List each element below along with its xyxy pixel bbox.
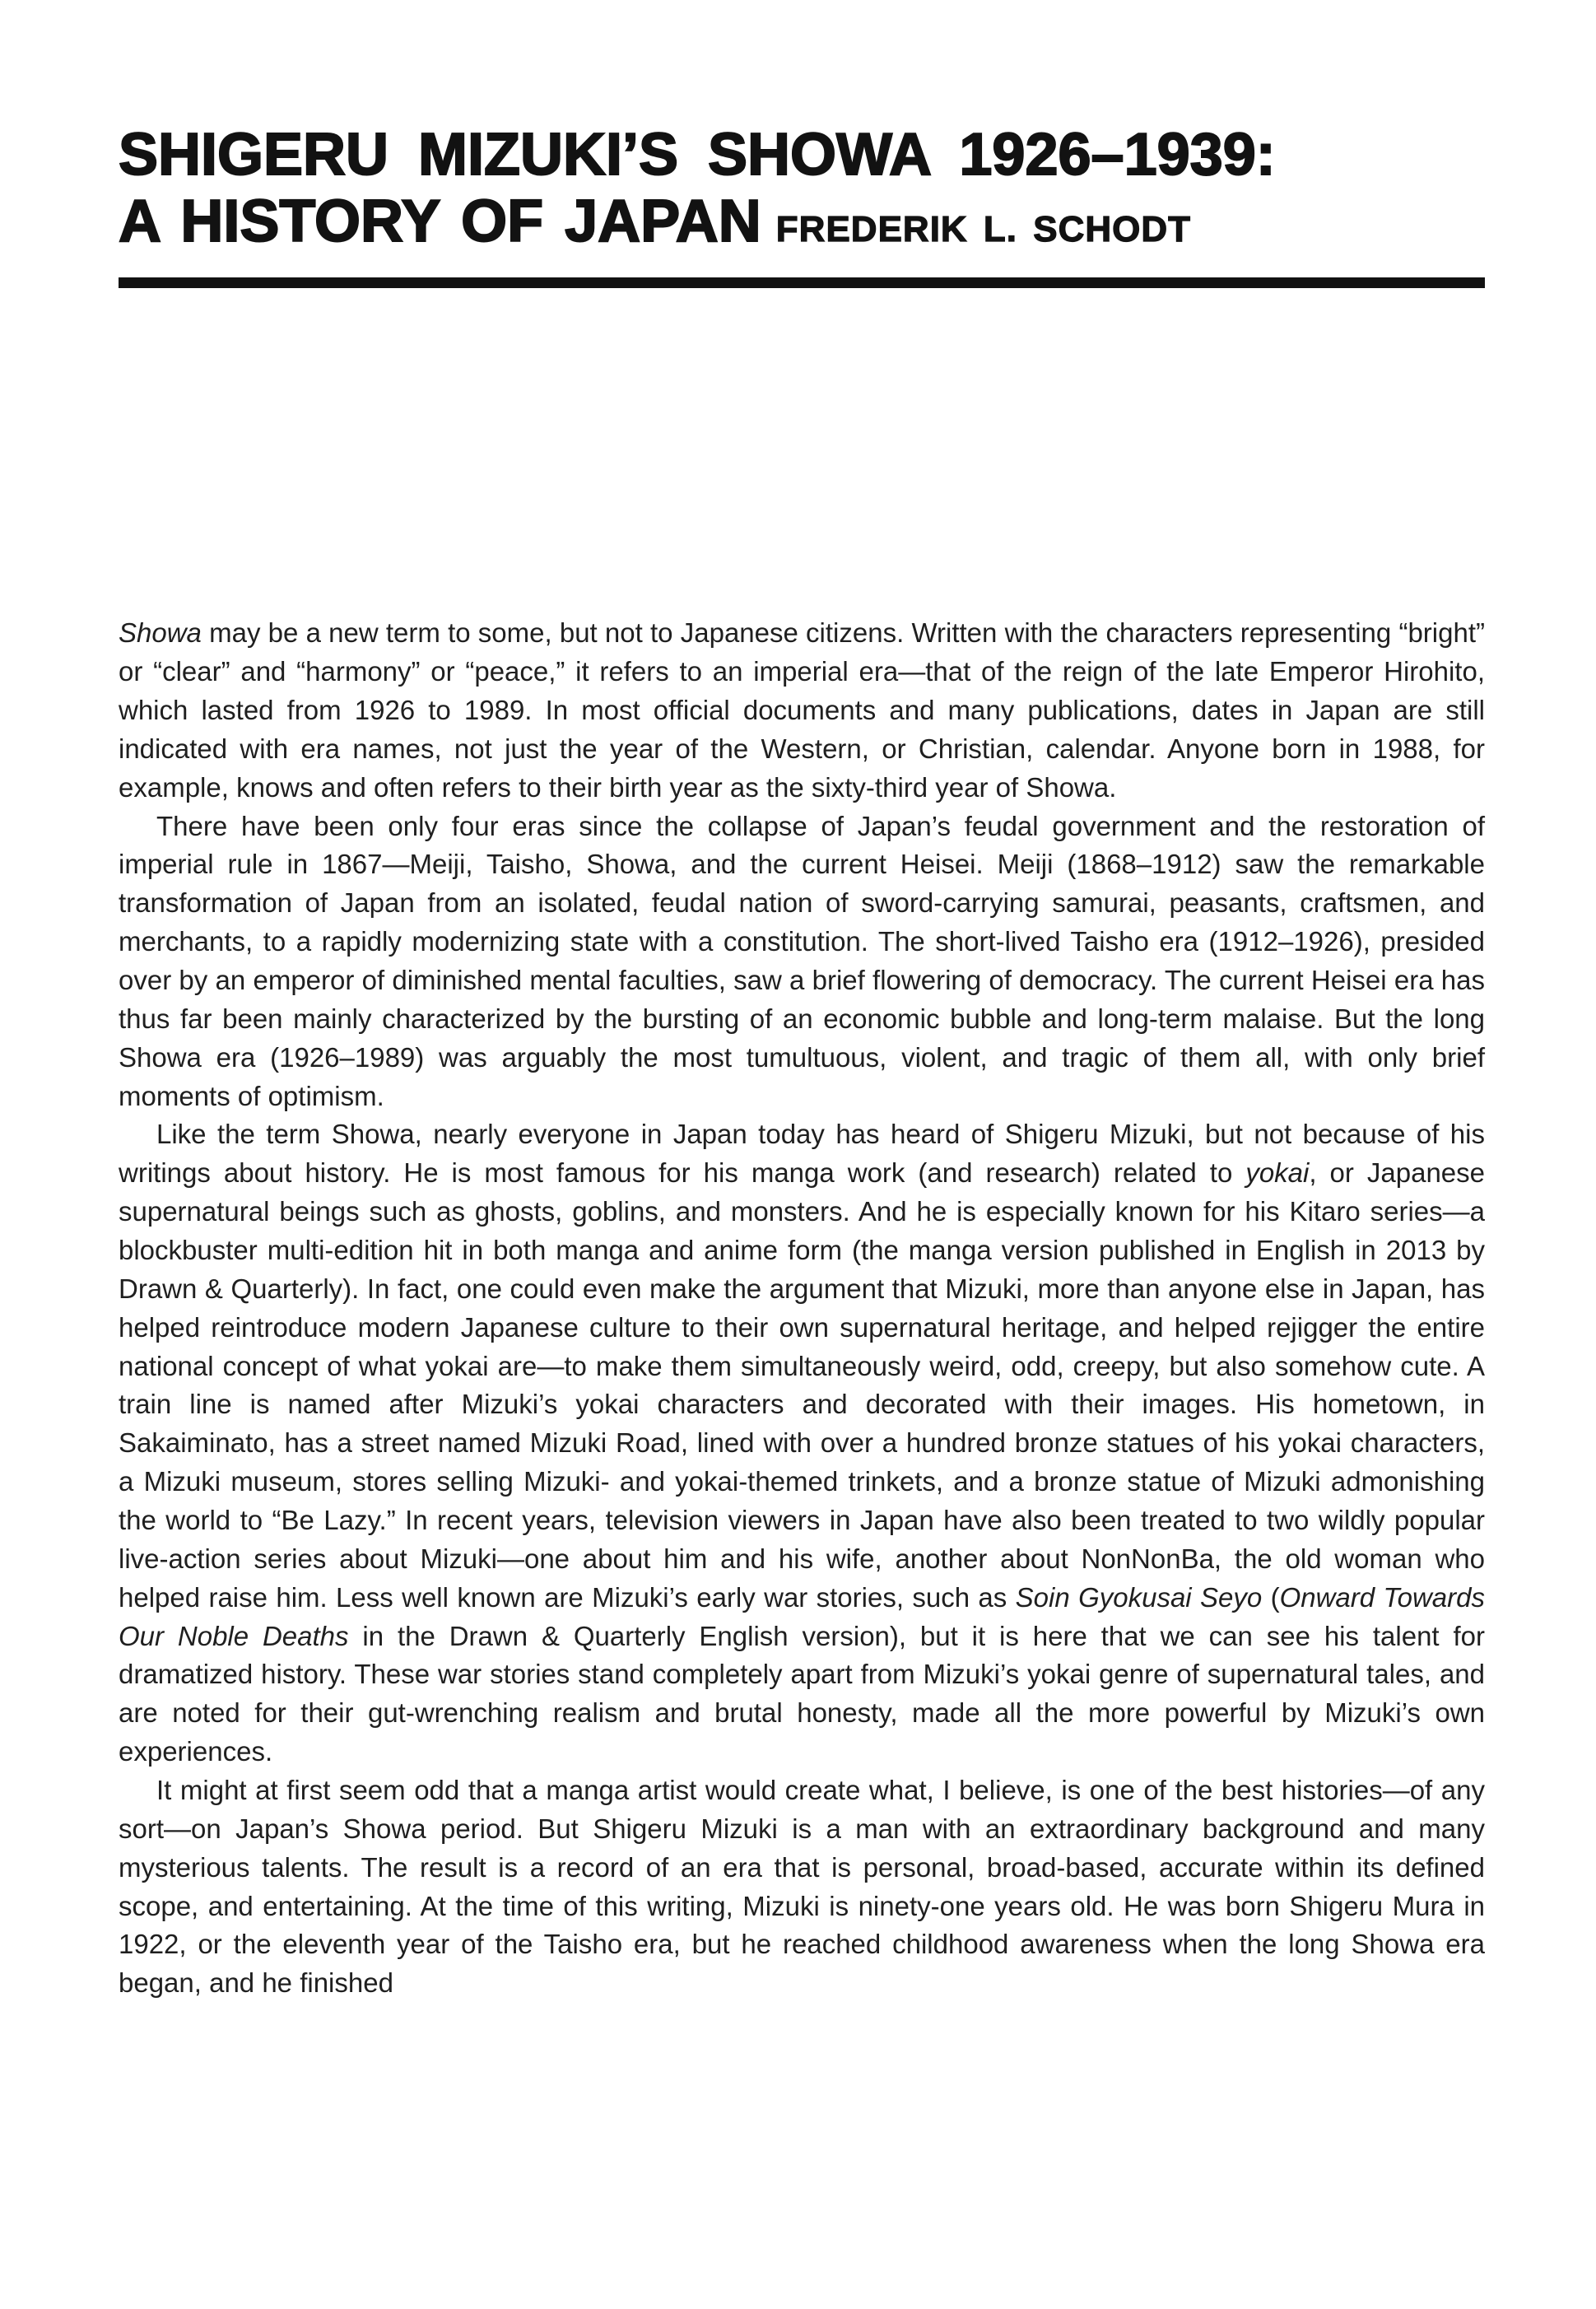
article-body	[119, 614, 1485, 2003]
title-main-text: A HISTORY OF JAPAN	[119, 188, 761, 254]
text-run: Showa	[119, 617, 202, 649]
paragraph-3	[119, 1115, 1485, 1771]
paragraph-2	[119, 808, 1485, 1116]
text-run: There have been only four eras since the collapse of Japan’s feudal government and the restoration of imperial rule in 1867—Meiji, Taisho, Showa, and the current Heisei. Meiji (1868–1912) saw the remarkable transformation of Japan from an isolated, feudal nation of sword-carrying samurai, peasants, craftsmen, and merchants, to a rapidly modernizing state with a constitution. The short-lived Taisho era (1912–1926), presided over by an emperor of diminished mental faculties, saw a brief flowering of democracy. The current Heisei era has thus far been mainly characterized by the bursting of an economic bubble and long-term malaise. But the long Showa era (1926–1989) was arguably the most tumultuous, violent, and tragic of them all, with only brief moments of optimism.	[119, 810, 1485, 1111]
text-run: Onward Towards Our Noble Deaths	[119, 1581, 1485, 1651]
paragraph-4	[119, 1771, 1485, 2003]
text-run: in the Drawn & Quarterly English version), but it is here that we can see his talent for dramatized history. These war stories stand completely apart from Mizuki’s yokai genre of supernatural tales, and are noted for their gut-wrenching realism and brutal honesty, made all the more powerful by Mizuki’s own experiences.	[119, 1620, 1485, 1767]
title-line-1: SHIGERU MIZUKI’S SHOWA 1926–1939:	[119, 122, 1276, 188]
title-line-2	[119, 189, 1485, 255]
text-run: It might at first seem odd that a manga artist would create what, I believe, is one of the best histories—of any sort—on Japan’s Showa period. But Shigeru Mizuki is a man with an extraordinary background and many mysterious talents. The result is a record of an era that is personal, broad-based, accurate within its defined scope, and entertaining. At the time of this writing, Mizuki is ninety-one years old. He was born Shigeru Mura in 1922, or the eleventh year of the Taisho era, but he reached childhood awareness when the long Showa era began, and he finished	[119, 1775, 1485, 1999]
text-run: yokai	[1245, 1157, 1310, 1189]
article-title	[119, 122, 1485, 254]
text-run: Soin Gyokusai Seyo	[1015, 1581, 1263, 1613]
text-run: may be a new term to some, but not to Japanese citizens. Written with the characters representing “bright” or “clear” and “harmony” or “peace,” it refers to an imperial era—that of the reign of the late Emperor Hirohito, which lasted from 1926 to 1989. In most official documents and many publications, dates in Japan are still indicated with era names, not just the year of the Western, or Christian, calendar. Anyone born in 1988, for example, knows and often refers to their birth year as the sixty-third year of Showa.	[119, 617, 1485, 803]
paragraph-1	[119, 614, 1485, 807]
title-block	[119, 0, 1485, 288]
text-run: , or Japanese supernatural beings such as ghosts, goblins, and monsters. And he is especially known for his Kitaro series—a blockbuster multi-edition hit in both manga and anime form (the manga version published in English in 2013 by Drawn & Quarterly). In fact, one could even make the argument that Mizuki, more than anyone else in Japan, has helped reintroduce modern Japanese culture to their own supernatural heritage, and helped rejigger the entire national concept of what yokai are—to make them simultaneously weird, odd, creepy, but also somehow cute. A train line is named after Mizuki’s yokai characters and decorated with their images. His hometown, in Sakaiminato, has a street named Mizuki Road, lined with over a hundred bronze statues of his yokai characters, a Mizuki museum, stores selling Mizuki- and yokai-themed trinkets, and a bronze statue of Mizuki admonishing the world to “Be Lazy.” In recent years, television viewers in Japan have also been treated to two wildly popular live-action series about Mizuki—one about him and his wife, another about NonNonBa, the old woman who helped raise him. Less well known are Mizuki’s early war stories, such as	[119, 1157, 1485, 1613]
author-name: FREDERIK L. SCHODT	[775, 208, 1192, 249]
text-run: Like the term Showa, nearly everyone in Japan today has heard of Shigeru Mizuki, but not because of his writings about history. He is most famous for his manga work (and research) related to	[119, 1119, 1485, 1189]
text-run: (	[1262, 1581, 1280, 1613]
title-rule	[119, 277, 1485, 288]
